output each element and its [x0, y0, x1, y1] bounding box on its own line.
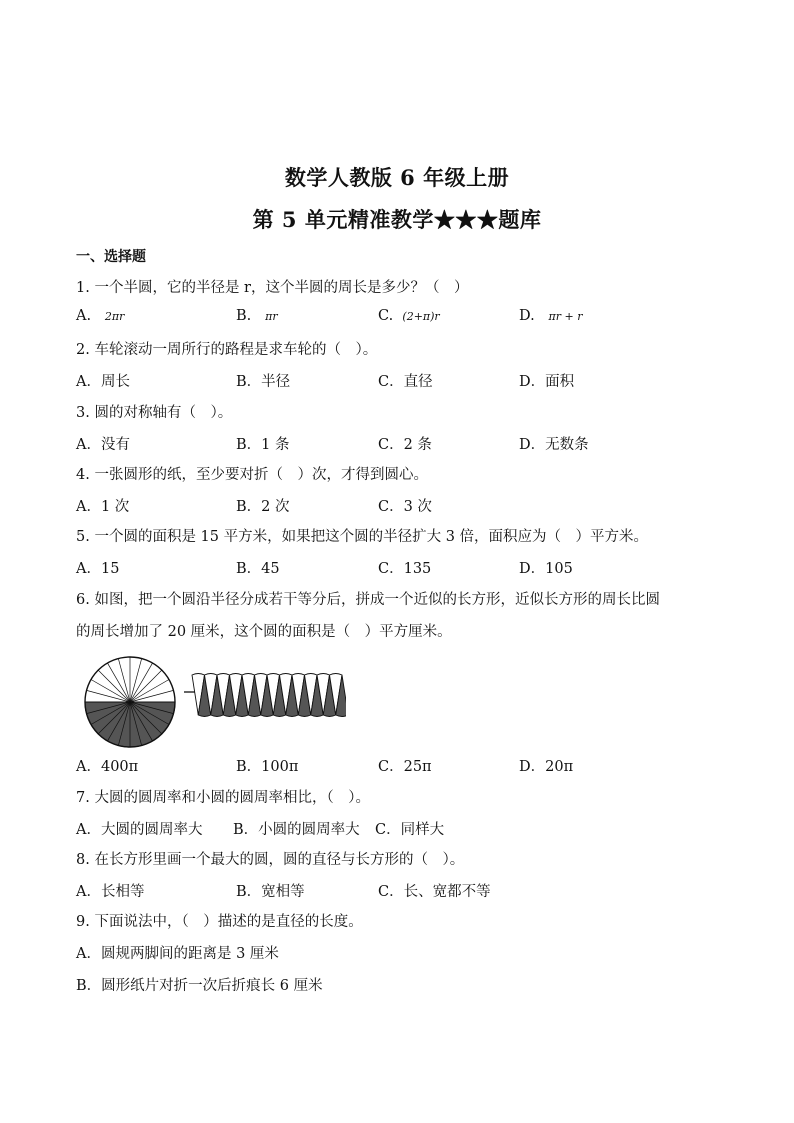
q3-option-c: C．2 条	[378, 437, 432, 453]
q8-option-c: C．长、宽都不等	[378, 884, 491, 900]
q4-option-b: B．2 次	[236, 499, 290, 515]
q4-option-a: A．1 次	[76, 499, 130, 515]
sector-spoke	[130, 659, 142, 702]
question-2-stem: 2. 车轮滚动一周所行的路程是求车轮的（ ）。	[76, 342, 378, 358]
question-3-options	[76, 433, 726, 455]
q1-option-c: C. (2+π)r	[378, 308, 440, 324]
q1-option-a: A. 2πr	[76, 308, 125, 324]
q7-option-b: B．小圆的圆周率大	[233, 822, 360, 838]
q2-option-b: B．半径	[236, 374, 291, 390]
sector-spoke	[87, 690, 130, 702]
q5-option-d: D．105	[519, 561, 573, 577]
q7-option-c: C．同样大	[375, 822, 445, 838]
q1-option-d: D. πr + r	[519, 308, 583, 324]
q5-option-b: B．45	[236, 561, 280, 577]
question-9-stem: 9. 下面说法中，（ ）描述的是直径的长度。	[76, 914, 363, 930]
q3-option-a: A．没有	[76, 437, 130, 453]
q6-option-c: C．25π	[378, 759, 432, 775]
question-8-stem: 8. 在长方形里画一个最大的圆，圆的直径与长方形的（ ）。	[76, 852, 465, 868]
section-heading: 一、选择题	[76, 249, 146, 265]
q9-option-a: A．圆规两脚间的距离是 3 厘米	[76, 946, 279, 962]
question-3-stem: 3. 圆的对称轴有（ ）。	[76, 405, 233, 421]
question-6-stem-line1: 6. 如图，把一个圆沿半径分成若干等分后，拼成一个近似的长方形，近似长方形的周长比圆	[76, 592, 660, 608]
q6-option-a: A．400π	[76, 759, 139, 775]
question-7-stem: 7. 大圆的圆周率和小圆的圆周率相比，（ ）。	[76, 790, 370, 806]
q6-option-d: D．20π	[519, 759, 574, 775]
approx-rectangle-figure	[186, 672, 346, 718]
question-1-stem: 1. 一个半圆，它的半径是 r，这个半圆的周长是多少？（ ）	[76, 280, 469, 296]
q8-option-a: A．长相等	[76, 884, 145, 900]
question-1-options	[76, 308, 726, 330]
q6-option-b: B．100π	[236, 759, 299, 775]
question-8-options	[76, 880, 726, 902]
sector-spoke	[118, 659, 130, 702]
page-subtitle: 第 5 单元精准教学★★★题库	[252, 207, 542, 232]
question-7-options	[76, 818, 726, 840]
question-5-options	[76, 557, 726, 579]
q2-option-c: C．直径	[378, 374, 433, 390]
question-2-options	[76, 370, 726, 392]
q5-option-c: C．135	[378, 561, 432, 577]
question-4-stem: 4. 一张圆形的纸，至少要对折（ ）次，才得到圆心。	[76, 467, 428, 483]
q8-option-b: B．宽相等	[236, 884, 305, 900]
q3-option-b: B．1 条	[236, 437, 290, 453]
q9-option-b: B．圆形纸片对折一次后折痕长 6 厘米	[76, 978, 323, 994]
q1-option-b: B. πr	[236, 308, 278, 324]
q3-option-d: D．无数条	[519, 437, 589, 453]
question-4-options	[76, 495, 726, 517]
q7-option-a: A．大圆的圆周率大	[76, 822, 203, 838]
q4-option-c: C．3 次	[378, 499, 432, 515]
circle-sectors-figure	[80, 652, 180, 752]
q2-option-d: D．面积	[519, 374, 575, 390]
question-6-options	[76, 755, 726, 777]
q2-option-a: A．周长	[76, 374, 130, 390]
question-5-stem: 5. 一个圆的面积是 15 平方米，如果把这个圆的半径扩大 3 倍，面积应为（ ）平方米。	[76, 529, 649, 545]
page-title: 数学人教版 6 年级上册	[284, 165, 510, 190]
question-6-stem-line2: 的周长增加了 20 厘米，这个圆的面积是（ ）平方厘米。	[76, 624, 452, 640]
sector-spoke	[130, 690, 173, 702]
q5-option-a: A．15	[76, 561, 120, 577]
